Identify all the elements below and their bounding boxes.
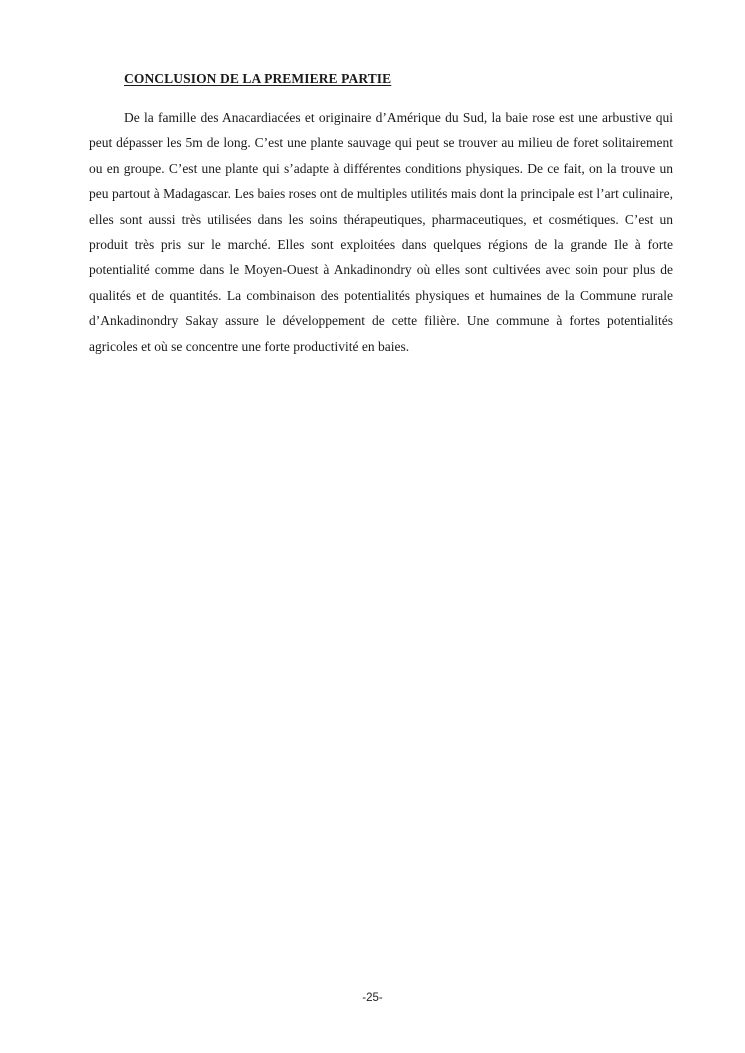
conclusion-paragraph: De la famille des Anacardiacées et originaire d’Amérique du Sud, la baie rose est une arbustive qui peut dépasser les 5m de long. C’est une plante sauvage qui peut se trouver au milieu de foret solitairement ou en groupe. C’est une plante qui s’adapte à différentes conditions physiques. De ce fait, on la trouve un peu partout à Madagascar. Les baies roses ont de multiples utilités mais dont la principale est l’art culinaire, elles sont aussi très utilisées dans les soins thérapeutiques, pharmaceutiques, et cosmétiques. C’est un produit très pris sur le marché. Elles sont exploitées dans quelques régions de la grande Ile à forte potentialité comme dans le Moyen-Ouest à Ankadinondry où elles sont cultivées avec soin pour plus de qualités et de quantités. La combinaison des potentialités physiques et humaines de la Commune rurale d’Ankadinondry Sakay assure le développement de cette filière. Une commune à fortes potentialités agricoles et où se concentre une forte productivité en baies. <box>89 110 673 354</box>
section-heading: CONCLUSION DE LA PREMIERE PARTIE <box>124 71 392 86</box>
page-number: -25- <box>362 992 383 1004</box>
